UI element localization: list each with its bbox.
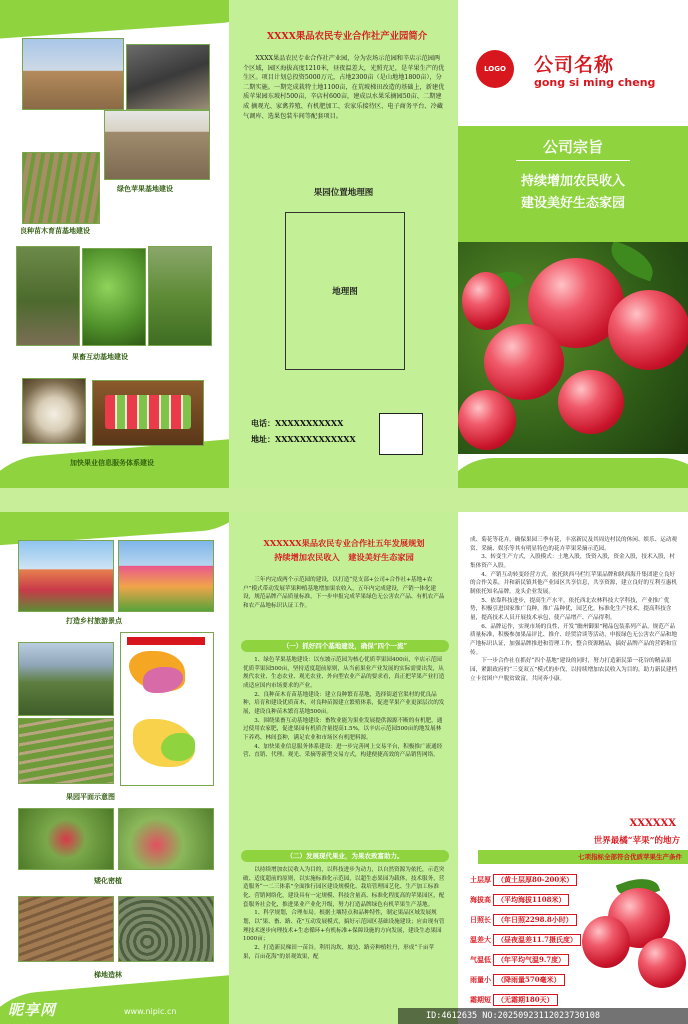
spec-label: 温差大 <box>470 935 491 944</box>
apple-fruit <box>484 324 564 400</box>
specs-text-block <box>470 536 678 683</box>
plan-item: 1、绿色苹果基地建设：以东坡示范园为核心优质苹果园400亩，辛店示范园优质苹果园500亩，坚持适度超前原则，从当前果业产业发展的实际需要出发，从规代农业、生态农业、观光农业、外向型农业产品的要求看，真正把苹果产业打造成适应国内市场要求的产业。 <box>243 657 445 689</box>
decor-swoosh-top <box>0 0 229 41</box>
spec-label: 雨量小 <box>470 975 491 984</box>
photo-green-vegetables <box>82 248 146 346</box>
spec-row <box>470 934 581 947</box>
photo-seedling-rows <box>22 152 100 224</box>
photo-flower-field <box>118 540 214 612</box>
back-panel-photos <box>0 512 229 1024</box>
caption-scenic: 打造乡村旅游景点 <box>66 616 122 625</box>
mission-line-1: 持续增加农民收入 <box>520 174 625 189</box>
spec-row <box>470 914 577 927</box>
photo-watermelon-field <box>148 246 212 346</box>
caption-dwarf: 矮化密植 <box>94 876 122 885</box>
specs-item: 3、转变生产方式，入股模式：土地入股，货资入股，资金入股，技术入股，村集体资产入股。 <box>470 554 675 569</box>
apple-hero-photo <box>458 242 688 454</box>
photo-flower-heart <box>18 540 114 612</box>
photo-terrace-aerial <box>18 718 114 784</box>
mission-divider <box>516 160 630 161</box>
plan-subtitle: 持续增加农民收入 建设美好生态家园 <box>274 552 414 562</box>
plan-section-1-list <box>243 656 445 760</box>
spec-label: 海拔高 <box>470 895 491 904</box>
contact-address <box>251 434 356 445</box>
plan-section-1-title: （一）抓好四个基地建设，确保“四个一流” <box>241 640 449 652</box>
apple-fruit <box>582 916 630 968</box>
apple-fruit <box>458 390 516 450</box>
plan-title: XXXXXX果品农民专业合作社五年发展规划 <box>263 538 425 548</box>
specs-item: 5、依靠科技进步，提高生产水平。依托西北农林科技大学科技，产业推广优势，积极引进国家推广良种，推广品种优，园艺化，标准化生产技术，提高科技含量，提高技术人员开展技术承包，使产品增产、产品得利。 <box>470 597 672 621</box>
spec-row <box>470 994 558 1007</box>
spec-value: （年平均气温9.7度） <box>493 954 569 966</box>
spec-label: 霜期短 <box>470 995 491 1004</box>
company-name: 公司名称 <box>534 54 615 76</box>
spec-apples-photo <box>578 868 688 1024</box>
plan-intro: 三年内完成两个示范园的建设，以打造“党支部+公司+合作社+基地+农户”模式带动发展苹果种植基地增加果农收入，五年内完成建设，产销一体化建设，规范品牌产品质量标准，下一步申报完成苹果绿色无公害农产品、有机农产品和农产品地标识认证工作。 <box>243 577 445 609</box>
map-section-title: 果园位置地理图 <box>313 188 374 198</box>
spec-row <box>470 874 577 887</box>
photo-tractor-field <box>104 110 210 180</box>
apple-fruit <box>608 290 688 370</box>
plan-item: 3、围绕果畜互动基地建设：畜牧业能为果业发展提供源源不断的有机肥，通过使用农家肥，促进果园有机质含量提高1.5%，以辛店示范园500亩的地发展林下养鸡、林间套种，满足农业和市场区有机肥料源。 <box>243 717 443 741</box>
gift-box-apples <box>105 395 191 429</box>
mission-band <box>458 126 688 242</box>
apple-fruit <box>638 938 686 988</box>
spec-row <box>470 954 569 967</box>
specs-intro-cont: 成、菊花等花卉，确保果园三季有花，丰富新民及其周边村民的休闲、娱乐、运动观赏、采摘、娱乐等其有明显特色的花卉苹果采摘示范园。 <box>470 537 677 552</box>
plan-item: 1、科学规划，合理布局。根据土壤特点和品种特性，制定果品区域发展规划，以“果、畜、路、花”互动发展模式，搞好示范园区基础设施建设；应由现有管理技术逐步向理技术+生态循环+有机标准+保障设施的方向发展，建设生态果园1000亩； <box>243 910 445 943</box>
plan-map-region <box>161 733 195 761</box>
slogan-line: 世界最橘“苹果”的地方 <box>593 836 680 846</box>
plan-section-2-title: （二）发展现代果业，为果农致富助力。 <box>241 850 449 862</box>
address-value: XXXXXXXXXXXXX <box>275 434 356 444</box>
intro-paragraph: XXXX果品农民专业合作社产业园，分为农场示范园和辛店示范园两个区域，园区海拔高度1210米，昼夜温差大，光照充足，是苹果生产的优生区。项目计划总投资5000万元，占地2300亩（是山地地1800亩），分二期实施。一期完成栽特土地1100亩，在荒坡梯田改造的基础上，新建优质苹果园东坡村500亩，辛店村600亩，建成以水果采摘园50亩、二期建成 摘观光、家禽养殖、有机肥加工、农家乐接待区、电子商务平台、冷藏气调库、选果包装车间等配套项目。 <box>243 55 445 120</box>
front-panel-cover <box>458 0 688 488</box>
decor-swoosh-cover <box>458 458 688 488</box>
photo-terrace-hill <box>18 896 114 962</box>
photo-workers-meeting <box>126 44 210 110</box>
mission-title: 公司宗旨 <box>542 138 603 156</box>
photo-apple-gift-box <box>92 380 204 446</box>
spec-value: （年日照2298.8小时） <box>493 914 577 926</box>
plan-item: 2、打造新民梯田一苗谷。利用沟坎、坡边、路旁种植牡丹，形成“千亩苹果，百亩花海”的景观效果，配 <box>243 944 435 960</box>
photo-orchard-plan-map <box>120 632 214 786</box>
caption-livestock-base: 果畜互动基地建设 <box>72 352 128 361</box>
contact-phone <box>251 418 343 429</box>
spec-value: （昼夜温差11.7摄氏度） <box>493 934 581 946</box>
specs-banner: 七项指标全部符合优质苹果生产条件 <box>478 850 688 864</box>
phone-label: 电话： <box>251 418 275 428</box>
back-panel-specs <box>458 512 688 1024</box>
spec-label: 土层厚 <box>470 875 491 884</box>
map-placeholder <box>285 212 405 370</box>
apple-fruit <box>462 272 510 330</box>
spec-value: （降雨量570毫米） <box>493 974 565 986</box>
mission-line-2: 建设美好生态家园 <box>520 196 625 211</box>
specs-item: 4、产销互动转变经营方式。依托陕西马栏红苹果品牌和陕西海升集团建立良好的合作关系，并和新民镇其他产业园区共享信息，共享资源，建立良好的互利互惠机制依托知名品牌，龙头企业发展。 <box>470 571 677 595</box>
address-label: 地址： <box>251 434 275 444</box>
photo-dwarf-orchard <box>18 808 114 870</box>
phone-value: XXXXXXXXXXX <box>275 418 344 428</box>
spec-value: （平均海拔1108米） <box>493 894 569 906</box>
front-panel-photos <box>0 0 229 488</box>
photo-chickens-orchard <box>16 246 80 346</box>
brochure-front-sheet <box>0 0 688 488</box>
front-panel-intro <box>229 0 458 488</box>
caption-apple-base: 绿色苹果基地建设 <box>117 184 173 193</box>
spec-row <box>470 894 569 907</box>
slogan-red: XXXXXX <box>629 818 676 829</box>
spec-row <box>470 974 565 987</box>
specs-item: 6、品牌运作，实现市场的良性，开发“幽州御果”精品包装系列产品，规范产品质量标准，积极参加果品评比、推介、经贸洽谈等活动，申报绿色无公害农产品和地产地标识认证，加强品牌推进和管理工作，整合资源精品，搞好品牌产品的营销和宣传。 <box>470 623 677 656</box>
photo-hillside-aerial <box>18 642 114 716</box>
plan-section-2-text: 以持续增加农民收入为目的，以科技进步为动力，以自然资源为依托，示范突破、适度超前的原则，以实施标准化示范园，以超生态果园为载体，技术服务，营造服务“一二三体系”全面推行园区建设规模化、栽培管理园艺化、生产加工标准化、营销网络化，建设具有一定规模、科技含量高、标准化程度高的苹果园区，配套服务社会化，推进果业产业化升级，努力打造品牌绿色有机苹果生产基地。 <box>243 867 445 908</box>
apple-fruit <box>558 370 624 434</box>
spec-value: （无霜期180天） <box>493 994 558 1006</box>
caption-terraces: 梯地造林 <box>94 970 122 979</box>
qr-code-placeholder <box>379 413 423 455</box>
specs-closing: 下一步合作社在抓好“四个基地”建设的同时，努力打造新民第一花谷的精品果园，紧跟政府的“三变双五”模式的步伐，以持续增加农民收入为目的，助力新民建档立卡贫困户户脱贫致富，共同奔小康。 <box>470 658 678 682</box>
photo-construction-site <box>22 38 124 110</box>
caption-seedling-base: 良种苗木育苗基地建设 <box>20 226 90 235</box>
plan-section-2-list <box>243 866 445 961</box>
map-label: 地理图 <box>332 287 358 297</box>
spec-value: （黄土层厚80-200米） <box>493 874 577 886</box>
photo-eggs-basket <box>22 378 86 444</box>
plan-map-header <box>127 637 205 645</box>
photo-apple-trees <box>118 808 214 870</box>
plan-item: 2、良种苗木育苗基地建设：建立良种繁育基地，选择街道官渠村的优良品种，培育和建设优质苗木，对良种苗源建立繁殖体系，促进苹果产业更深层次的发展，建设良种苗木繁育基地500亩。 <box>243 691 445 715</box>
brochure-back-sheet <box>0 512 688 1024</box>
caption-info-service: 加快果业信息服务体系建设 <box>70 458 154 467</box>
intro-title: XXXX果品农民专业合作社产业园简介 <box>266 31 428 42</box>
photo-satellite-terrace <box>118 896 214 962</box>
back-panel-plan <box>229 512 458 1024</box>
caption-orchard-plan: 果园平面示意图 <box>66 792 115 801</box>
watermark-brand: 昵享网 <box>8 1001 57 1019</box>
watermark-id-bar: ID:4612635 NO:20250923112023730108 <box>398 1008 688 1024</box>
spec-label: 气温低 <box>470 955 491 964</box>
spec-label: 日照长 <box>470 915 491 924</box>
watermark-url: www.nipic.cn <box>124 1007 177 1016</box>
plan-item: 4、加快果业信息服务体系建设：进一步完善网上交易平台，积极推广流通经营、直销、代理、观光、采摘等新型交易方式，构建便捷高效的产品销售网络。 <box>243 743 443 759</box>
company-pinyin: gong si ming cheng <box>534 76 656 89</box>
logo-icon: LOGO <box>476 50 514 88</box>
